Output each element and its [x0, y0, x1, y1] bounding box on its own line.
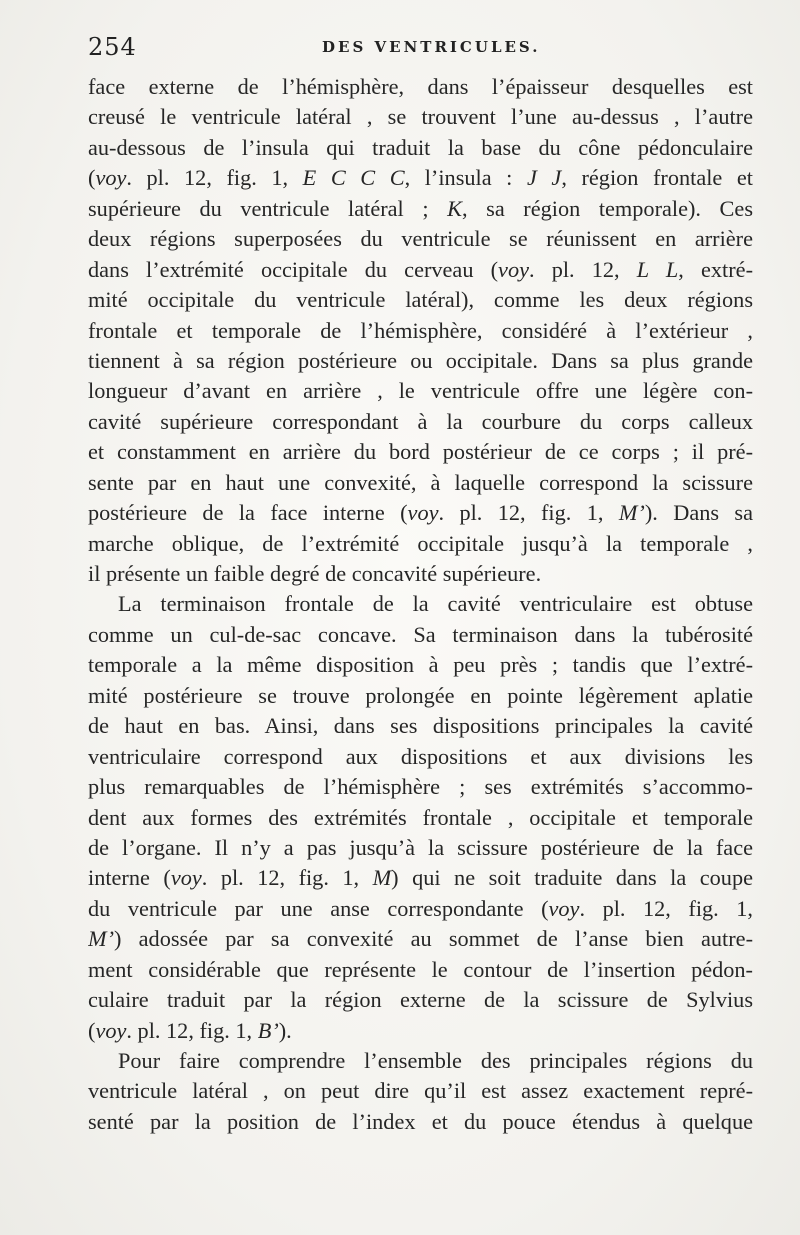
text-line: marche oblique, de l’extrémité occipitale jusqu’à la temporale , [88, 530, 753, 556]
text-line: de l’organe. Il n’y a pas jusqu’à la scissure postérieure de la face [88, 834, 753, 860]
text-line: La terminaison frontale de la cavité ventriculaire est obtuse [118, 591, 753, 617]
text-line: deux régions superposées du ventricule se réunissent en arrière [88, 226, 753, 252]
text-line: du ventricule par une anse correspondante (voy. pl. 12, fig. 1, [88, 895, 753, 921]
text-line: creusé le ventricule latéral , se trouvent l’une au-dessus , l’autre [88, 104, 753, 130]
text-line: et constamment en arrière du bord postérieur de ce corps ; il pré- [88, 439, 753, 465]
text-line: (voy. pl. 12, fig. 1, E C C C, l’insula : J J, région frontale et [88, 165, 753, 191]
text-line: (voy. pl. 12, fig. 1, B’). [88, 1017, 292, 1043]
running-title: DES VENTRICULES. [322, 38, 541, 56]
text-line: mité postérieure se trouve prolongée en pointe légèrement aplatie [88, 682, 753, 708]
text-line: temporale a la même disposition à peu près ; tandis que l’extré- [88, 652, 753, 678]
text-line: culaire traduit par la région externe de la scissure de Sylvius [88, 987, 753, 1013]
text-line: tiennent à sa région postérieure ou occipitale. Dans sa plus grande [88, 347, 753, 373]
text-line: de haut en bas. Ainsi, dans ses dispositions principales la cavité [88, 713, 753, 739]
text-line: senté par la position de l’index et du pouce étendus à quelque [88, 1108, 753, 1134]
text-line: longueur d’avant en arrière , le ventricule offre une légère con- [88, 378, 753, 404]
text-line: frontale et temporale de l’hémisphère, considéré à l’extérieur , [88, 317, 753, 343]
text-line: au-dessous de l’insula qui traduit la base du cône pédonculaire [88, 134, 753, 160]
text-line: ventricule latéral , on peut dire qu’il est assez exactement repré- [88, 1078, 753, 1104]
text-line: ment considérable que représente le contour de l’insertion pédon- [88, 956, 753, 982]
page-header [88, 33, 752, 67]
text-line: Pour faire comprendre l’ensemble des principales régions du [118, 1048, 753, 1073]
text-line: plus remarquables de l’hémisphère ; ses extrémités s’accommo- [88, 774, 753, 800]
text-line: mité occipitale du ventricule latéral), comme les deux régions [88, 287, 753, 313]
text-line: M’) adossée par sa convexité au sommet de l’anse bien autre- [88, 926, 753, 952]
text-line: interne (voy. pl. 12, fig. 1, M) qui ne soit traduite dans la coupe [88, 865, 753, 891]
body-text [88, 72, 753, 1137]
text-line: supérieure du ventricule latéral ; K, sa région temporale). Ces [88, 195, 753, 221]
text-line: ventriculaire correspond aux dispositions et aux divisions les [88, 743, 753, 769]
text-line: comme un cul-de-sac concave. Sa terminaison dans la tubérosité [88, 621, 753, 647]
text-line: dent aux formes des extrémités frontale , occipitale et temporale [88, 804, 753, 830]
text-line: cavité supérieure correspondant à la courbure du corps calleux [88, 408, 753, 434]
text-line: il présente un faible degré de concavité supérieure. [88, 561, 542, 586]
text-line: postérieure de la face interne (voy. pl. 12, fig. 1, M’). Dans sa [88, 500, 753, 526]
page-number: 254 [88, 33, 137, 61]
text-line: face externe de l’hémisphère, dans l’épaisseur desquelles est [88, 74, 753, 99]
text-line: sente par en haut une convexité, à laquelle correspond la scissure [88, 469, 753, 495]
text-line: dans l’extrémité occipitale du cerveau (voy. pl. 12, L L, extré- [88, 256, 753, 282]
